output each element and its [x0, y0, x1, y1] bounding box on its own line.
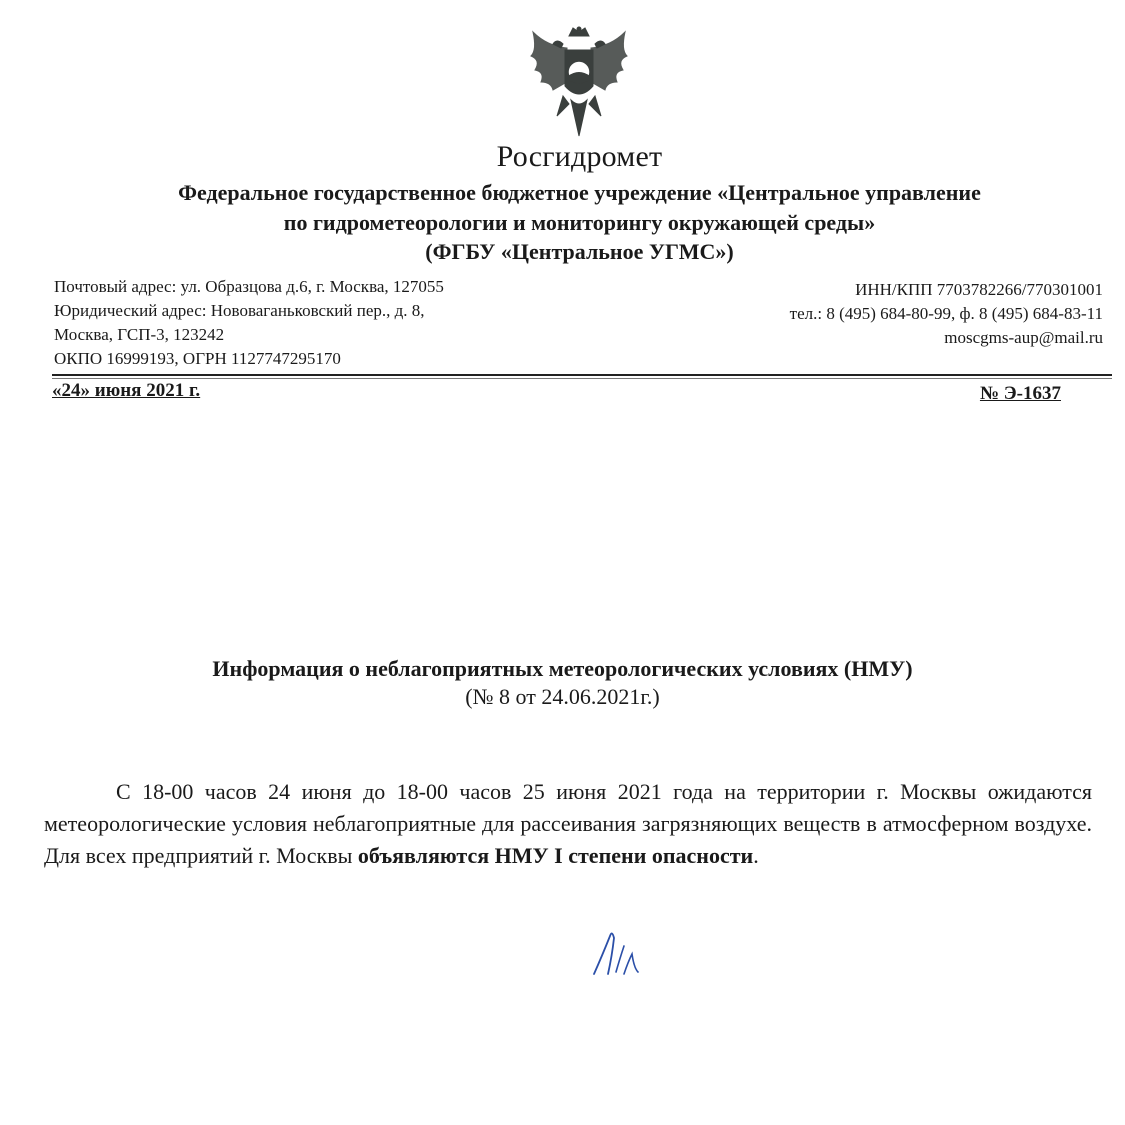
- notice-title: Информация о неблагоприятных метеорологических условиях (НМУ): [212, 656, 913, 681]
- header-divider-thin: [52, 378, 1112, 379]
- notice-body-end: .: [753, 843, 759, 868]
- address-block: [54, 275, 444, 371]
- agency-name: Росгидромет: [496, 140, 663, 173]
- org-name-line-1: Федеральное государственное бюджетное учреждение «Центральное управление: [178, 180, 981, 205]
- signature-icon: [588, 928, 648, 980]
- notice-body: [44, 776, 1092, 872]
- postal-address: Почтовый адрес: ул. Образцова д.6, г. Москва, 127055: [54, 277, 444, 296]
- phone-fax: тел.: 8 (495) 684-80-99, ф. 8 (495) 684-83-11: [789, 304, 1103, 323]
- email: moscgms-aup@mail.ru: [944, 328, 1103, 347]
- notice-body-text: С 18-00 часов 24 июня до 18-00 часов 25 июня 2021 года на территории г. Москвы ожидаются метеорологические условия неблагоприятные для рассеивания загрязняющих веществ в атмосферном воздухе. Для всех предприятий г. Москвы: [44, 779, 1092, 868]
- legal-address: Юридический адрес: Нововаганьковский пер., д. 8,: [54, 301, 425, 320]
- org-name-line-2: по гидрометеорологии и мониторингу окружающей среды»: [283, 210, 876, 235]
- okpo-ogrn: ОКПО 16999193, ОГРН 1127747295170: [54, 349, 341, 368]
- rosgidromet-emblem-icon: [527, 26, 631, 138]
- document-number: № Э-1637: [979, 383, 1061, 404]
- requisites-block: [790, 278, 1103, 350]
- notice-body-emphasis: объявляются НМУ I степени опасности: [357, 843, 754, 868]
- document-date: «24» июня 2021 г.: [52, 380, 201, 401]
- org-short-name: (ФГБУ «Центральное УГМС»): [425, 239, 734, 264]
- header-divider: [52, 374, 1112, 376]
- inn-kpp: ИНН/КПП 7703782266/770301001: [855, 280, 1103, 299]
- notice-subtitle: (№ 8 от 24.06.2021г.): [465, 684, 660, 709]
- legal-address-city: Москва, ГСП-3, 123242: [54, 325, 225, 344]
